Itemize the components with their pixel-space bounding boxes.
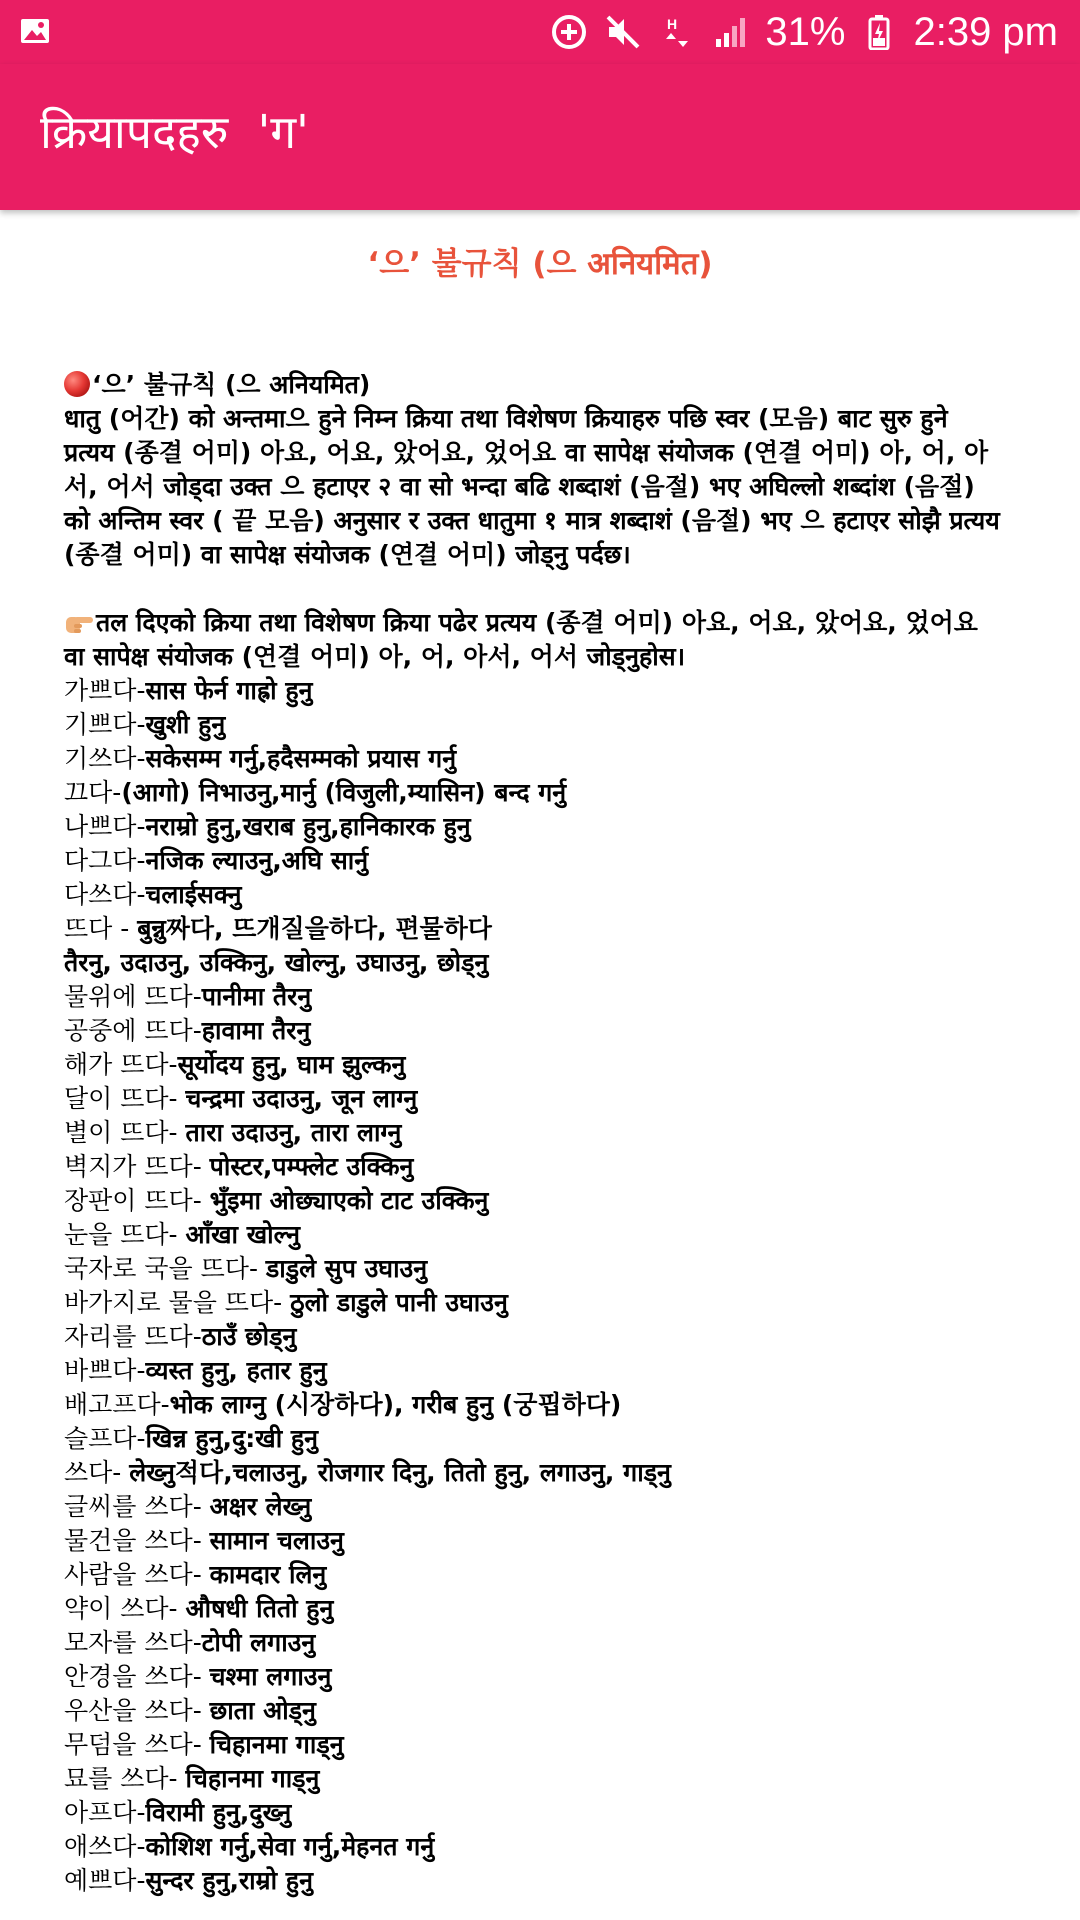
nepali-meaning: भोक लाग्नु (시장하다), गरीब हुनु (궁핍하다)	[169, 1390, 622, 1419]
nepali-meaning: सूर्योदय हुनु, घाम झुल्कनु	[177, 1050, 406, 1079]
app-toolbar	[0, 64, 1080, 210]
korean-term: 해가 뜨다-	[64, 1050, 178, 1079]
vocab-row	[64, 1320, 1004, 1354]
nepali-meaning: विरामी हुनु,दुख्नु	[145, 1798, 292, 1827]
nepali-meaning: छाता ओड्नु	[209, 1696, 316, 1725]
nepali-meaning: हावामा तैरनु	[201, 1016, 311, 1045]
pointing-hand-icon	[64, 609, 94, 635]
korean-term: 애쓰다-	[64, 1832, 146, 1861]
korean-term: 벽지가 뜨다-	[64, 1152, 210, 1181]
korean-term: 공중에 뜨다-	[64, 1016, 202, 1045]
red-dot-icon	[64, 371, 90, 397]
lesson-content[interactable]	[0, 210, 1080, 1920]
nepali-meaning: कोशिश गर्नु,सेवा गर्नु,मेहनत गर्नु	[145, 1832, 435, 1861]
korean-term: 달이 뜨다-	[64, 1084, 186, 1113]
nepali-meaning: चन्द्रमा उदाउनु, जून लाग्नु	[185, 1084, 418, 1113]
vocab-row	[64, 1762, 1004, 1796]
korean-term: 배고프다-	[64, 1390, 170, 1419]
vocab-row	[64, 844, 1004, 878]
data-saver-icon	[549, 12, 589, 52]
korean-term: 기쓰다-	[64, 744, 146, 773]
nepali-meaning: सुन्दर हुनु,राम्रो हुनु	[145, 1866, 313, 1895]
korean-term: 안경을 쓰다-	[64, 1662, 210, 1691]
status-icons	[549, 0, 1058, 64]
vocab-row	[64, 1388, 1004, 1422]
vocab-row	[64, 674, 1004, 708]
korean-term: 무덤을 쓰다-	[64, 1730, 210, 1759]
mute-icon	[603, 12, 643, 52]
nepali-meaning: नराम्रो हुनु,खराब हुनु,हानिकारक हुनु	[145, 812, 471, 841]
status-bar	[0, 0, 1080, 64]
nepali-meaning: डाडुले सुप उघाउनु	[265, 1254, 428, 1283]
nepali-meaning: सकेसम्म गर्नु,हदैसम्मको प्रयास गर्नु	[145, 744, 457, 773]
vocab-row	[64, 708, 1004, 742]
vocabulary-list	[64, 674, 1004, 1898]
nepali-meaning: चश्मा लगाउनु	[209, 1662, 332, 1691]
korean-term: 물위에 뜨다-	[64, 982, 202, 1011]
nepali-meaning: तारा उदाउनु, तारा लाग्नु	[185, 1118, 402, 1147]
nepali-meaning: चिहानमा गाड्नु	[185, 1764, 320, 1793]
nepali-meaning: (आगो) निभाउनु,मार्नु (विजुली,म्यासिन) बन्द गर्नु	[121, 778, 567, 807]
nepali-meaning: व्यस्त हुनु, हतार हुनु	[145, 1356, 327, 1385]
nepali-meaning: ठाउँ छोड्नु	[201, 1322, 297, 1351]
vocab-row	[64, 1082, 1004, 1116]
korean-term: 슬프다-	[64, 1424, 146, 1453]
korean-term: 별이 뜨다-	[64, 1118, 186, 1147]
vocab-row	[64, 1626, 1004, 1660]
nepali-meaning: टोपी लगाउनु	[201, 1628, 316, 1657]
nepali-meaning: खिन्न हुनु,दु:खी हुनु	[145, 1424, 319, 1453]
korean-term: 뜨다 -	[64, 914, 138, 943]
battery-percent: 31%	[765, 9, 846, 54]
korean-term: 글씨를 쓰다-	[64, 1492, 210, 1521]
vocab-row	[64, 1116, 1004, 1150]
vocab-row	[64, 1660, 1004, 1694]
vocab-row	[64, 1830, 1004, 1864]
vocab-row	[64, 1558, 1004, 1592]
vocab-row	[64, 1728, 1004, 1762]
korean-term: 기쁘다-	[64, 710, 146, 739]
korean-term: 다쓰다-	[64, 880, 146, 909]
lesson-body	[64, 368, 1004, 1898]
vocab-row	[64, 1524, 1004, 1558]
korean-term: 끄다-	[64, 778, 122, 807]
korean-term: 모자를 쓰다-	[64, 1628, 202, 1657]
korean-term: 쓰다-	[64, 1458, 130, 1487]
nepali-meaning: औषधी तितो हुनु	[185, 1594, 334, 1623]
korean-term: 물건을 쓰다-	[64, 1526, 210, 1555]
korean-term: 사람을 쓰다-	[64, 1560, 210, 1589]
vocab-row	[64, 1184, 1004, 1218]
vocab-row	[64, 1150, 1004, 1184]
signal-icon	[711, 12, 751, 52]
korean-term: 다그다-	[64, 846, 146, 875]
korean-term: 예쁘다-	[64, 1866, 146, 1895]
vocab-row	[64, 878, 1004, 912]
rule-paragraph: धातु (어간) को अन्तमा으 हुने निम्न क्रिया तथा विशेषण क्रियाहरु पछि स्वर (모음) बाट सुरु हुने प्रत्यय (종결 어미) 아요, 어요, 았어요, 었어요 वा सापेक्ष संयोजक (연결 어미) 아, 어, 아서, 어서 जोड्दा उक्त 으 हटाएर २ वा सो भन्दा बढि शब्दाशं (음절) भए अघिल्लो शब्दांश (음절) को अन्तिम स्वर ( 끝 모음) अनुसार र उक्त धातुमा १ मात्र शब्दाशं (음절) भए 으 हटाएर सोझै प्रत्यय (종결 어미) वा सापेक्ष संयोजक (연결 어미) जोड्नु पर्दछ।	[64, 404, 1000, 569]
data-arrows-icon	[657, 12, 697, 52]
korean-term: 바가지로 물을 뜨다-	[64, 1288, 291, 1317]
korean-term: 아프다-	[64, 1798, 146, 1827]
nepali-meaning: खुशी हुनु	[145, 710, 226, 739]
vocab-row	[64, 1864, 1004, 1898]
vocab-row	[64, 946, 1004, 980]
nepali-meaning: तैरनु, उदाउनु, उक्किनु, खोल्नु, उघाउनु, छोड्नु	[64, 948, 489, 977]
nepali-meaning: सास फेर्न गाह्रो हुनु	[145, 676, 313, 705]
nepali-meaning: नजिक ल्याउनु,अघि सार्नु	[145, 846, 369, 875]
vocab-row	[64, 1252, 1004, 1286]
nepali-meaning: चलाईसक्नु	[145, 880, 242, 909]
nepali-meaning: ठुलो डाडुले पानी उघाउनु	[290, 1288, 508, 1317]
korean-term: 바쁘다-	[64, 1356, 146, 1385]
korean-term: 눈을 뜨다-	[64, 1220, 186, 1249]
nepali-meaning: लेख्नु적다,चलाउनु, रोजगार दिनु, तितो हुनु, लगाउनु, गाड्नु	[129, 1458, 671, 1487]
exercise-instruction	[64, 606, 1004, 674]
section-title-text: ‘으’ 불규칙 (으 अनियमित)	[92, 370, 371, 399]
vocab-row	[64, 980, 1004, 1014]
lesson-heading: ‘으’ 불규칙 (으 अनियमित)	[367, 246, 713, 282]
toolbar-title: क्रियापदहरु 'ग'	[40, 105, 309, 159]
exercise-instruction-text: तल दिएको क्रिया तथा विशेषण क्रिया पढेर प्रत्यय (종결 어미) 아요, 어요, 았어요, 었어요 वा सापेक्ष संयोजक (연결 어미) 아, 어, 아서, 어서 जोड्नुहोस।	[64, 608, 978, 671]
vocab-row	[64, 810, 1004, 844]
nepali-meaning: आँखा खोल्नु	[185, 1220, 300, 1249]
vocab-row	[64, 1456, 1004, 1490]
korean-term: 약이 쓰다-	[64, 1594, 186, 1623]
korean-term: 자리를 뜨다-	[64, 1322, 202, 1351]
korean-term: 국자로 국을 뜨다-	[64, 1254, 266, 1283]
vocab-row	[64, 1354, 1004, 1388]
korean-term: 우산을 쓰다-	[64, 1696, 210, 1725]
vocab-row	[64, 1490, 1004, 1524]
vocab-row	[64, 776, 1004, 810]
nepali-meaning: बुन्नु짜다, 뜨개질을하다, 편물하다	[137, 914, 492, 943]
nepali-meaning: पोस्टर,पम्फ्लेट उक्किनु	[209, 1152, 414, 1181]
nepali-meaning: कामदार लिनु	[209, 1560, 327, 1589]
vocab-row	[64, 912, 1004, 946]
vocab-row	[64, 1048, 1004, 1082]
korean-term: 나쁘다-	[64, 812, 146, 841]
vocab-row	[64, 1796, 1004, 1830]
svg-text:H: H	[667, 16, 678, 32]
nepali-meaning: सामान चलाउनु	[209, 1526, 344, 1555]
spacer	[64, 572, 1004, 606]
nepali-meaning: चिहानमा गाड्नु	[209, 1730, 344, 1759]
korean-term: 장판이 뜨다-	[64, 1186, 210, 1215]
vocab-row	[64, 1592, 1004, 1626]
image-icon	[20, 16, 50, 46]
vocab-row	[64, 1286, 1004, 1320]
vocab-row	[64, 1694, 1004, 1728]
battery-icon	[859, 12, 899, 52]
vocab-row	[64, 1422, 1004, 1456]
korean-term: 가쁘다-	[64, 676, 146, 705]
nepali-meaning: पानीमा तैरनु	[201, 982, 312, 1011]
vocab-row	[64, 1014, 1004, 1048]
section-title	[64, 368, 1004, 402]
nepali-meaning: भुँइमा ओछ्याएको टाट उक्किनु	[209, 1186, 489, 1215]
clock: 2:39 pm	[913, 9, 1058, 54]
vocab-row	[64, 1218, 1004, 1252]
nepali-meaning: अक्षर लेख्नु	[209, 1492, 312, 1521]
vocab-row	[64, 742, 1004, 776]
korean-term: 묘를 쓰다-	[64, 1764, 186, 1793]
